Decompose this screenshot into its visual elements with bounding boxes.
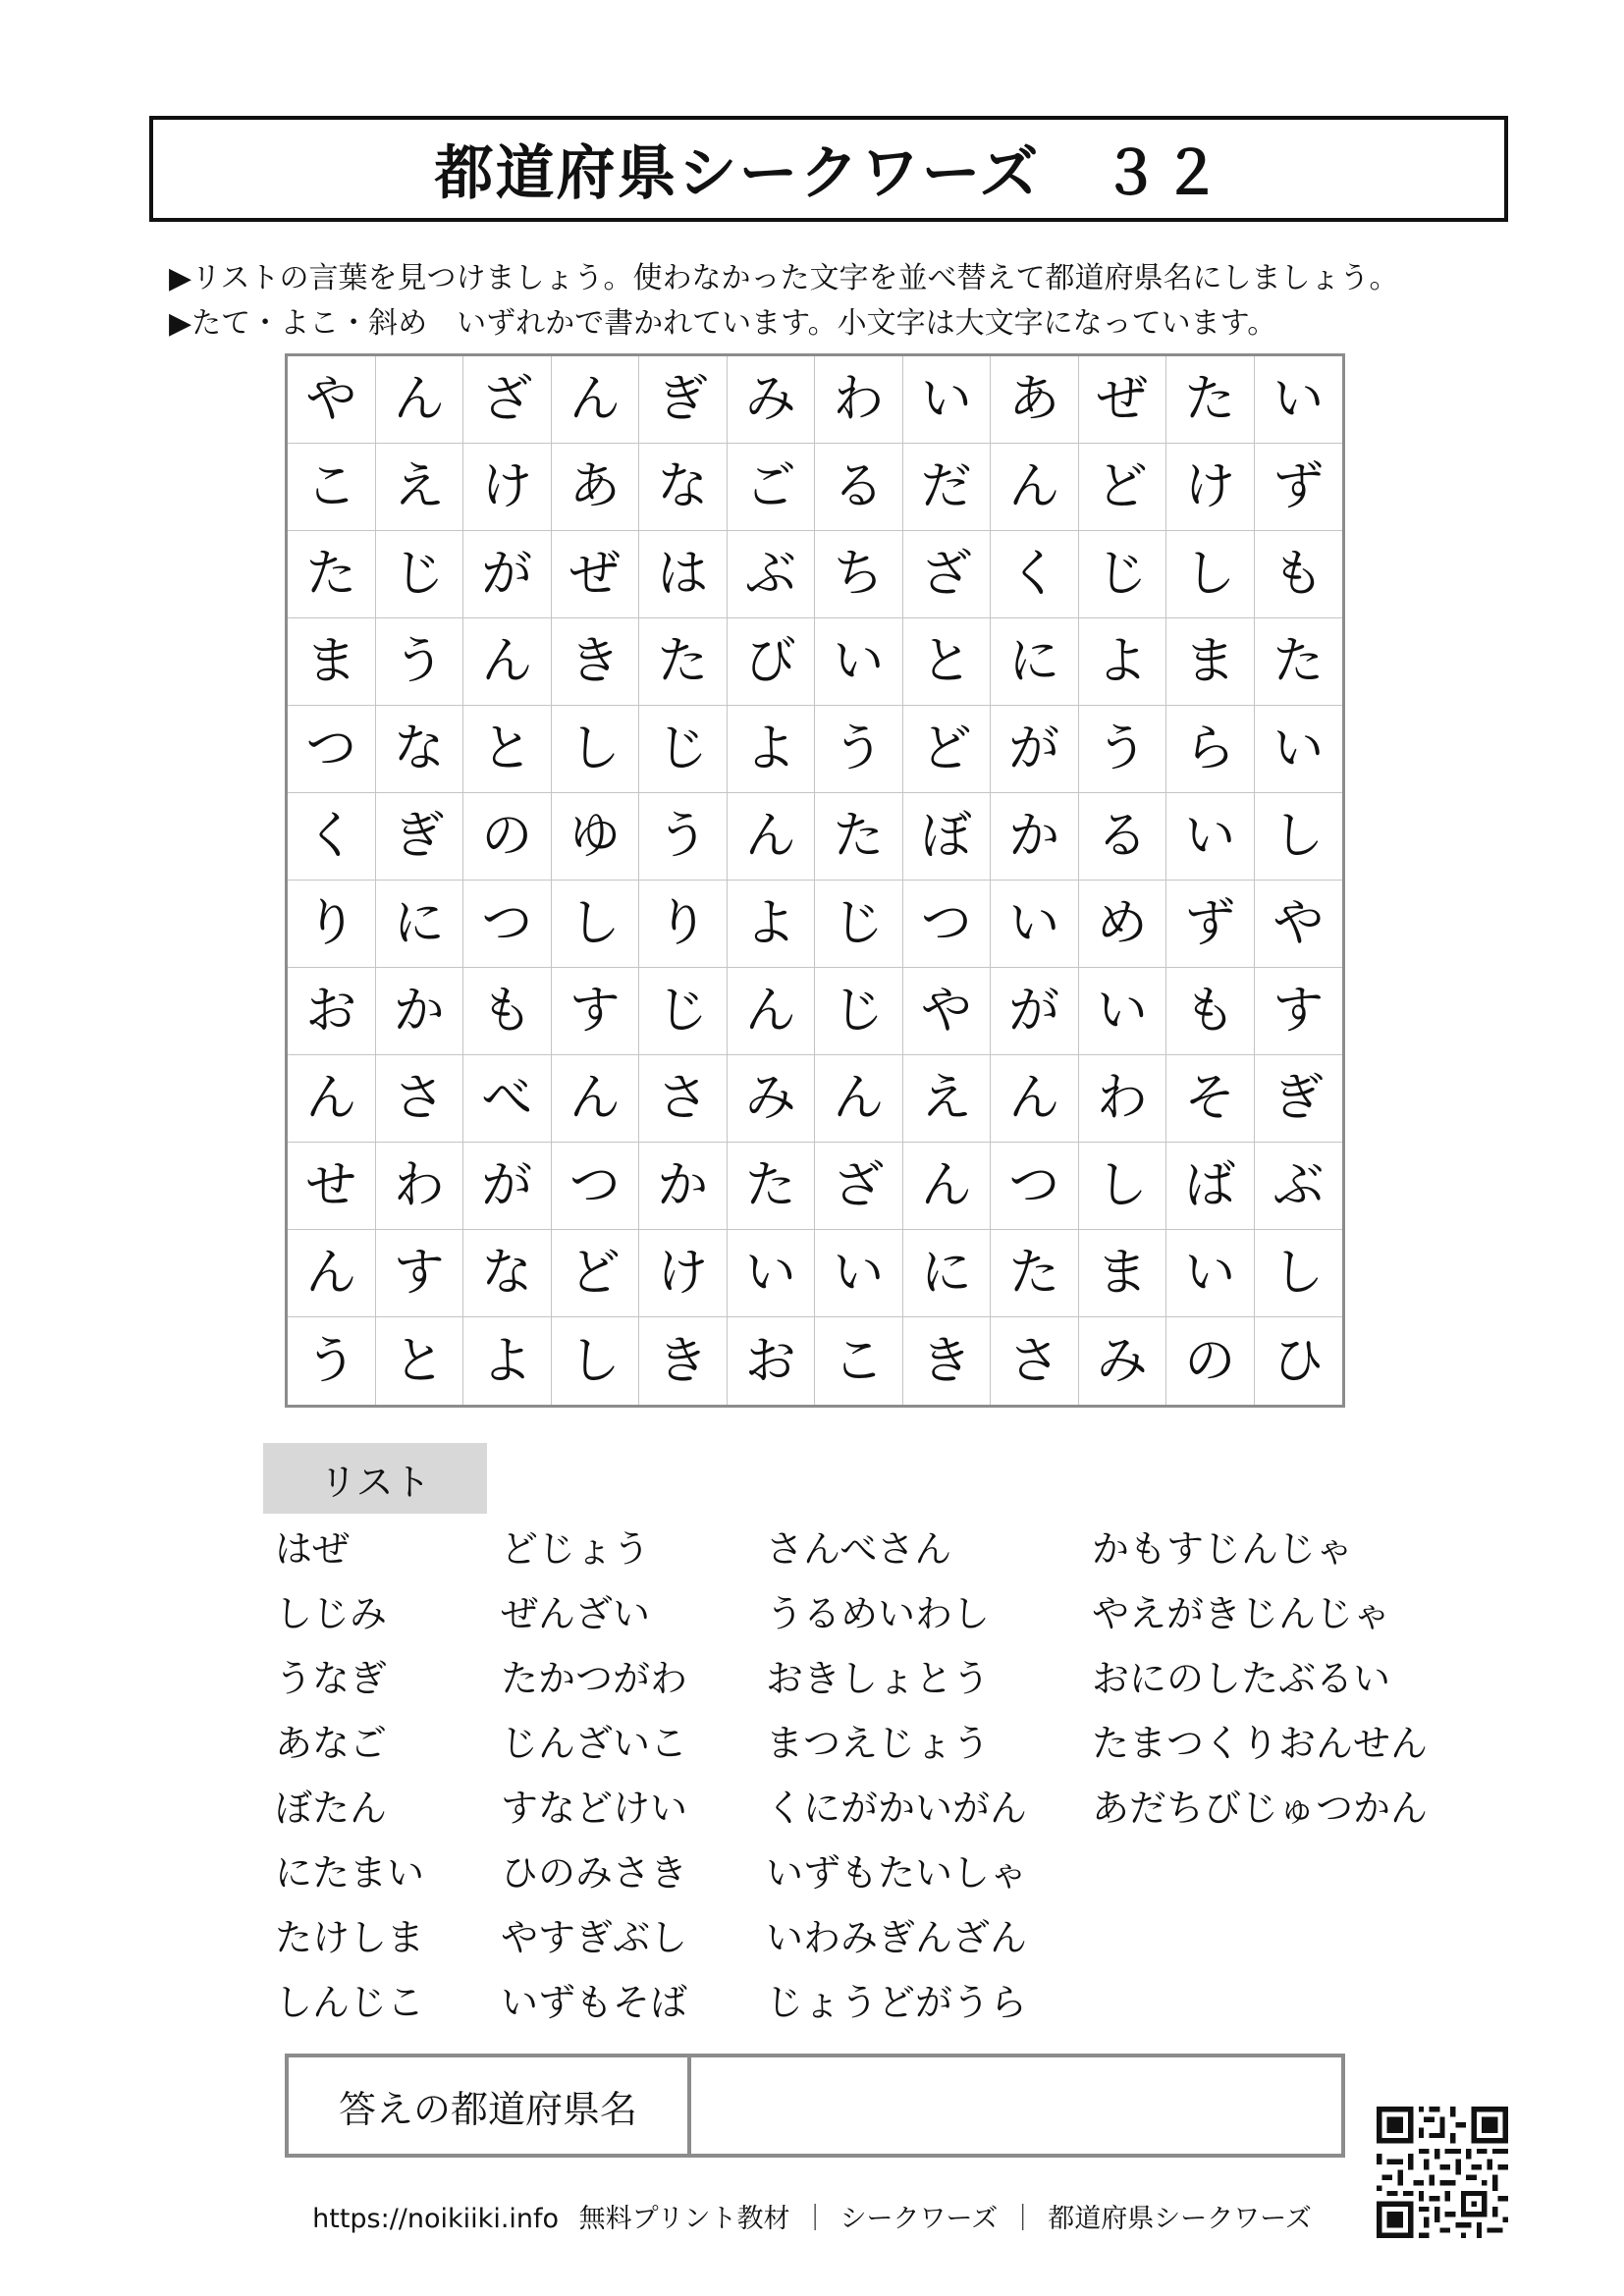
grid-cell[interactable]: い bbox=[1079, 968, 1167, 1055]
grid-cell[interactable]: ざ bbox=[815, 1143, 903, 1230]
grid-cell[interactable]: ゆ bbox=[552, 793, 640, 881]
list-word: はぜ bbox=[275, 1527, 351, 1571]
grid-cell[interactable]: お bbox=[288, 968, 376, 1055]
answer-box bbox=[285, 2054, 1345, 2158]
grid-cell[interactable]: じ bbox=[639, 706, 728, 793]
footer-breadcrumb-2: シークワーズ bbox=[839, 2204, 999, 2234]
grid-cell[interactable]: け bbox=[463, 444, 552, 531]
grid-cell[interactable]: み bbox=[728, 356, 816, 444]
grid-cell[interactable]: ぜ bbox=[1079, 356, 1167, 444]
grid-cell[interactable]: ん bbox=[288, 1230, 376, 1317]
list-word: すなどけい bbox=[501, 1787, 688, 1830]
footer-separator: ｜ bbox=[1009, 2204, 1037, 2234]
grid-cell[interactable]: も bbox=[463, 968, 552, 1055]
grid-cell[interactable]: し bbox=[1255, 793, 1343, 881]
grid-cell[interactable]: が bbox=[463, 531, 552, 618]
grid-cell[interactable]: え bbox=[903, 1055, 992, 1143]
grid-cell[interactable]: か bbox=[376, 968, 464, 1055]
grid-cell[interactable]: ん bbox=[376, 356, 464, 444]
grid-cell[interactable]: ち bbox=[815, 531, 903, 618]
grid-cell[interactable]: い bbox=[1166, 1230, 1255, 1317]
grid-cell[interactable]: ん bbox=[552, 356, 640, 444]
grid-cell[interactable]: つ bbox=[288, 706, 376, 793]
grid-cell[interactable]: か bbox=[991, 793, 1079, 881]
list-word: たまつくりおんせん bbox=[1092, 1722, 1429, 1765]
list-word: にたまい bbox=[275, 1851, 425, 1895]
grid-cell[interactable]: き bbox=[552, 618, 640, 706]
grid-cell[interactable]: な bbox=[463, 1230, 552, 1317]
grid-cell[interactable]: ま bbox=[1079, 1230, 1167, 1317]
grid-cell[interactable]: ざ bbox=[903, 531, 992, 618]
grid-cell[interactable]: い bbox=[1255, 706, 1343, 793]
list-word: どじょう bbox=[501, 1527, 651, 1571]
grid-cell[interactable]: ざ bbox=[463, 356, 552, 444]
grid-cell[interactable]: ご bbox=[728, 444, 816, 531]
grid-cell[interactable]: よ bbox=[728, 706, 816, 793]
list-word: おにのしたぶるい bbox=[1092, 1657, 1391, 1700]
grid-cell[interactable]: あ bbox=[552, 444, 640, 531]
list-word: やえがきじんじゃ bbox=[1092, 1592, 1391, 1635]
grid-cell[interactable]: じ bbox=[376, 531, 464, 618]
word-list-column-3 bbox=[766, 1517, 1027, 2035]
grid-cell[interactable]: け bbox=[1166, 444, 1255, 531]
grid-cell[interactable]: り bbox=[288, 881, 376, 968]
footer-breadcrumb-1: 無料プリント教材 bbox=[578, 2204, 790, 2234]
list-word: ぼたん bbox=[275, 1787, 388, 1830]
word-list-column-1 bbox=[275, 1517, 424, 2035]
grid-cell[interactable]: い bbox=[991, 881, 1079, 968]
grid-cell[interactable]: こ bbox=[815, 1317, 903, 1405]
title-box bbox=[149, 116, 1508, 222]
grid-cell[interactable]: わ bbox=[815, 356, 903, 444]
list-word: じょうどがうら bbox=[766, 1981, 1028, 2024]
grid-cell[interactable]: に bbox=[991, 618, 1079, 706]
grid-cell[interactable]: ま bbox=[288, 618, 376, 706]
grid-cell[interactable]: し bbox=[1255, 1230, 1343, 1317]
grid-cell[interactable]: い bbox=[1166, 793, 1255, 881]
grid-cell[interactable]: ん bbox=[288, 1055, 376, 1143]
grid-cell[interactable]: う bbox=[376, 618, 464, 706]
grid-cell[interactable]: い bbox=[903, 356, 992, 444]
grid-cell[interactable]: え bbox=[376, 444, 464, 531]
grid-cell[interactable]: び bbox=[728, 618, 816, 706]
grid-cell[interactable]: な bbox=[376, 706, 464, 793]
grid-cell[interactable]: ず bbox=[1166, 881, 1255, 968]
grid-cell[interactable]: し bbox=[1166, 531, 1255, 618]
grid-cell[interactable]: べ bbox=[463, 1055, 552, 1143]
word-search-grid bbox=[285, 353, 1345, 1408]
grid-cell[interactable]: ん bbox=[728, 968, 816, 1055]
grid-cell[interactable]: す bbox=[1255, 968, 1343, 1055]
footer-breadcrumb-3: 都道府県シークワーズ bbox=[1048, 2204, 1312, 2234]
grid-cell[interactable]: い bbox=[815, 1230, 903, 1317]
grid-cell[interactable]: そ bbox=[1166, 1055, 1255, 1143]
grid-cell[interactable]: じ bbox=[815, 881, 903, 968]
grid-cell[interactable]: ん bbox=[903, 1143, 992, 1230]
grid-cell[interactable]: ず bbox=[1255, 444, 1343, 531]
grid-cell[interactable]: と bbox=[903, 618, 992, 706]
grid-cell[interactable]: ど bbox=[1079, 444, 1167, 531]
word-list-column-4 bbox=[1092, 1517, 1428, 1841]
list-word: あだちびじゅつかん bbox=[1092, 1787, 1429, 1830]
grid-cell[interactable]: ん bbox=[552, 1055, 640, 1143]
grid-cell[interactable]: ぼ bbox=[903, 793, 992, 881]
list-word: じんざいこ bbox=[501, 1722, 688, 1765]
footer-url[interactable]: https://noikiiki.info bbox=[312, 2204, 560, 2234]
grid-cell[interactable]: の bbox=[1166, 1317, 1255, 1405]
grid-cell[interactable]: つ bbox=[903, 881, 992, 968]
grid-cell[interactable]: き bbox=[903, 1317, 992, 1405]
list-word: ぜんざい bbox=[501, 1592, 651, 1635]
grid-cell[interactable]: や bbox=[288, 356, 376, 444]
grid-cell[interactable]: た bbox=[1166, 356, 1255, 444]
list-header: リスト bbox=[263, 1443, 487, 1514]
list-word: さんべさん bbox=[766, 1527, 952, 1571]
grid-cell[interactable]: た bbox=[991, 1230, 1079, 1317]
instruction-line-2: ▶たて・よこ・斜め いずれかで書かれています。小文字は大文字になっています。 bbox=[169, 306, 1277, 341]
grid-cell[interactable]: く bbox=[991, 531, 1079, 618]
grid-cell[interactable]: み bbox=[728, 1055, 816, 1143]
list-word: いずもそば bbox=[501, 1981, 688, 2024]
list-word: いずもたいしゃ bbox=[766, 1851, 1028, 1895]
grid-cell[interactable]: ん bbox=[991, 444, 1079, 531]
grid-cell[interactable]: い bbox=[815, 618, 903, 706]
grid-cell[interactable]: け bbox=[639, 1230, 728, 1317]
list-word: うなぎ bbox=[275, 1657, 388, 1700]
list-word: ひのみさき bbox=[501, 1851, 688, 1895]
grid-cell[interactable]: だ bbox=[903, 444, 992, 531]
grid-cell[interactable]: ん bbox=[728, 793, 816, 881]
footer bbox=[0, 2197, 1624, 2235]
grid-cell[interactable]: じ bbox=[639, 968, 728, 1055]
grid-cell[interactable]: き bbox=[639, 1317, 728, 1405]
grid-cell[interactable]: な bbox=[639, 444, 728, 531]
grid-cell[interactable]: ぜ bbox=[552, 531, 640, 618]
grid-cell[interactable]: つ bbox=[991, 1143, 1079, 1230]
list-word: やすぎぶし bbox=[501, 1916, 688, 1959]
grid-cell[interactable]: も bbox=[1166, 968, 1255, 1055]
grid-cell[interactable]: つ bbox=[463, 881, 552, 968]
grid-cell[interactable]: ど bbox=[552, 1230, 640, 1317]
grid-cell[interactable]: よ bbox=[728, 881, 816, 968]
grid-cell[interactable]: う bbox=[815, 706, 903, 793]
grid-cell[interactable]: の bbox=[463, 793, 552, 881]
grid-cell[interactable]: い bbox=[1255, 356, 1343, 444]
grid-cell[interactable]: に bbox=[903, 1230, 992, 1317]
grid-cell[interactable]: ば bbox=[1166, 1143, 1255, 1230]
grid-cell[interactable]: が bbox=[991, 968, 1079, 1055]
grid-cell[interactable]: る bbox=[815, 444, 903, 531]
grid-cell[interactable]: ぶ bbox=[728, 531, 816, 618]
grid-cell[interactable]: ぎ bbox=[1255, 1055, 1343, 1143]
list-word: しじみ bbox=[275, 1592, 388, 1635]
grid-cell[interactable]: た bbox=[1255, 618, 1343, 706]
grid-cell[interactable]: ん bbox=[991, 1055, 1079, 1143]
grid-cell[interactable]: り bbox=[639, 881, 728, 968]
grid-cell[interactable]: し bbox=[552, 1317, 640, 1405]
grid-cell[interactable]: ぶ bbox=[1255, 1143, 1343, 1230]
grid-cell[interactable]: こ bbox=[288, 444, 376, 531]
grid-cell[interactable]: す bbox=[376, 1230, 464, 1317]
grid-cell[interactable]: ひ bbox=[1272, 1331, 1325, 1391]
grid-cell[interactable]: く bbox=[288, 793, 376, 881]
grid-cell[interactable]: が bbox=[463, 1143, 552, 1230]
grid-cell[interactable]: も bbox=[1255, 531, 1343, 618]
grid-cell[interactable]: つ bbox=[552, 1143, 640, 1230]
answer-field[interactable] bbox=[691, 2057, 1341, 2154]
list-word: まつえじょう bbox=[766, 1722, 991, 1765]
grid-cell[interactable]: よ bbox=[1079, 618, 1167, 706]
grid-cell[interactable]: や bbox=[903, 968, 992, 1055]
grid-cell[interactable]: や bbox=[1255, 881, 1343, 968]
grid-cell[interactable]: み bbox=[1079, 1317, 1167, 1405]
list-word: おきしょとう bbox=[766, 1657, 991, 1700]
answer-label: 答えの都道府県名 bbox=[289, 2057, 691, 2154]
grid-cell[interactable]: と bbox=[376, 1317, 464, 1405]
list-word: くにがかいがん bbox=[766, 1787, 1028, 1830]
grid-cell[interactable]: お bbox=[728, 1317, 816, 1405]
grid-cell[interactable]: し bbox=[1079, 1143, 1167, 1230]
grid-cell[interactable]: う bbox=[639, 793, 728, 881]
grid-cell[interactable]: か bbox=[639, 1143, 728, 1230]
grid-cell[interactable]: ぎ bbox=[376, 793, 464, 881]
grid-cell[interactable]: あ bbox=[991, 356, 1079, 444]
grid-cell[interactable]: う bbox=[288, 1317, 376, 1405]
grid-cell[interactable]: じ bbox=[1079, 531, 1167, 618]
grid-cell[interactable]: さ bbox=[376, 1055, 464, 1143]
list-word: あなご bbox=[275, 1722, 388, 1765]
word-list-column-2 bbox=[501, 1517, 687, 2035]
grid-cell[interactable]: い bbox=[728, 1230, 816, 1317]
grid-cell[interactable]: め bbox=[1079, 881, 1167, 968]
grid-cell[interactable]: に bbox=[376, 881, 464, 968]
grid-cell[interactable]: わ bbox=[1079, 1055, 1167, 1143]
grid-cell[interactable]: る bbox=[1079, 793, 1167, 881]
list-word: しんじこ bbox=[275, 1981, 425, 2024]
grid-cell[interactable]: わ bbox=[376, 1143, 464, 1230]
list-word: うるめいわし bbox=[766, 1592, 991, 1635]
grid-cell[interactable]: た bbox=[815, 793, 903, 881]
grid-cell[interactable]: が bbox=[991, 706, 1079, 793]
grid-cell[interactable]: ん bbox=[815, 1055, 903, 1143]
grid-cell[interactable]: う bbox=[1079, 706, 1167, 793]
footer-separator: ｜ bbox=[801, 2204, 829, 2234]
grid-cell[interactable]: た bbox=[639, 618, 728, 706]
instruction-line-1: ▶リストの言葉を見つけましょう。使わなかった文字を並べ替えて都道府県名にしましょう。 bbox=[169, 261, 1399, 295]
list-word: たけしま bbox=[275, 1916, 425, 1959]
grid-cell[interactable]: じ bbox=[815, 968, 903, 1055]
grid-cell[interactable]: ま bbox=[1166, 618, 1255, 706]
grid-cell[interactable]: は bbox=[639, 531, 728, 618]
grid-cell[interactable]: さ bbox=[991, 1317, 1079, 1405]
grid-cell[interactable]: し bbox=[552, 706, 640, 793]
grid-cell[interactable]: す bbox=[552, 968, 640, 1055]
list-word: いわみぎんざん bbox=[766, 1916, 1028, 1959]
page-title: 都道府県シークワーズ ３２ bbox=[434, 139, 1223, 208]
grid-cell[interactable]: ど bbox=[903, 706, 992, 793]
list-word: かもすじんじゃ bbox=[1092, 1527, 1354, 1571]
grid-cell[interactable]: せ bbox=[288, 1143, 376, 1230]
grid-cell[interactable]: ん bbox=[463, 618, 552, 706]
grid-cell[interactable]: ぎ bbox=[639, 356, 728, 444]
grid-cell[interactable]: し bbox=[552, 881, 640, 968]
list-word: たかつがわ bbox=[501, 1657, 688, 1700]
grid-cell[interactable]: と bbox=[463, 706, 552, 793]
grid-cell[interactable]: さ bbox=[639, 1055, 728, 1143]
grid-cell[interactable]: ら bbox=[1166, 706, 1255, 793]
grid-cell[interactable]: よ bbox=[463, 1317, 552, 1405]
grid-cell[interactable]: た bbox=[288, 531, 376, 618]
grid-cell[interactable]: た bbox=[728, 1143, 816, 1230]
